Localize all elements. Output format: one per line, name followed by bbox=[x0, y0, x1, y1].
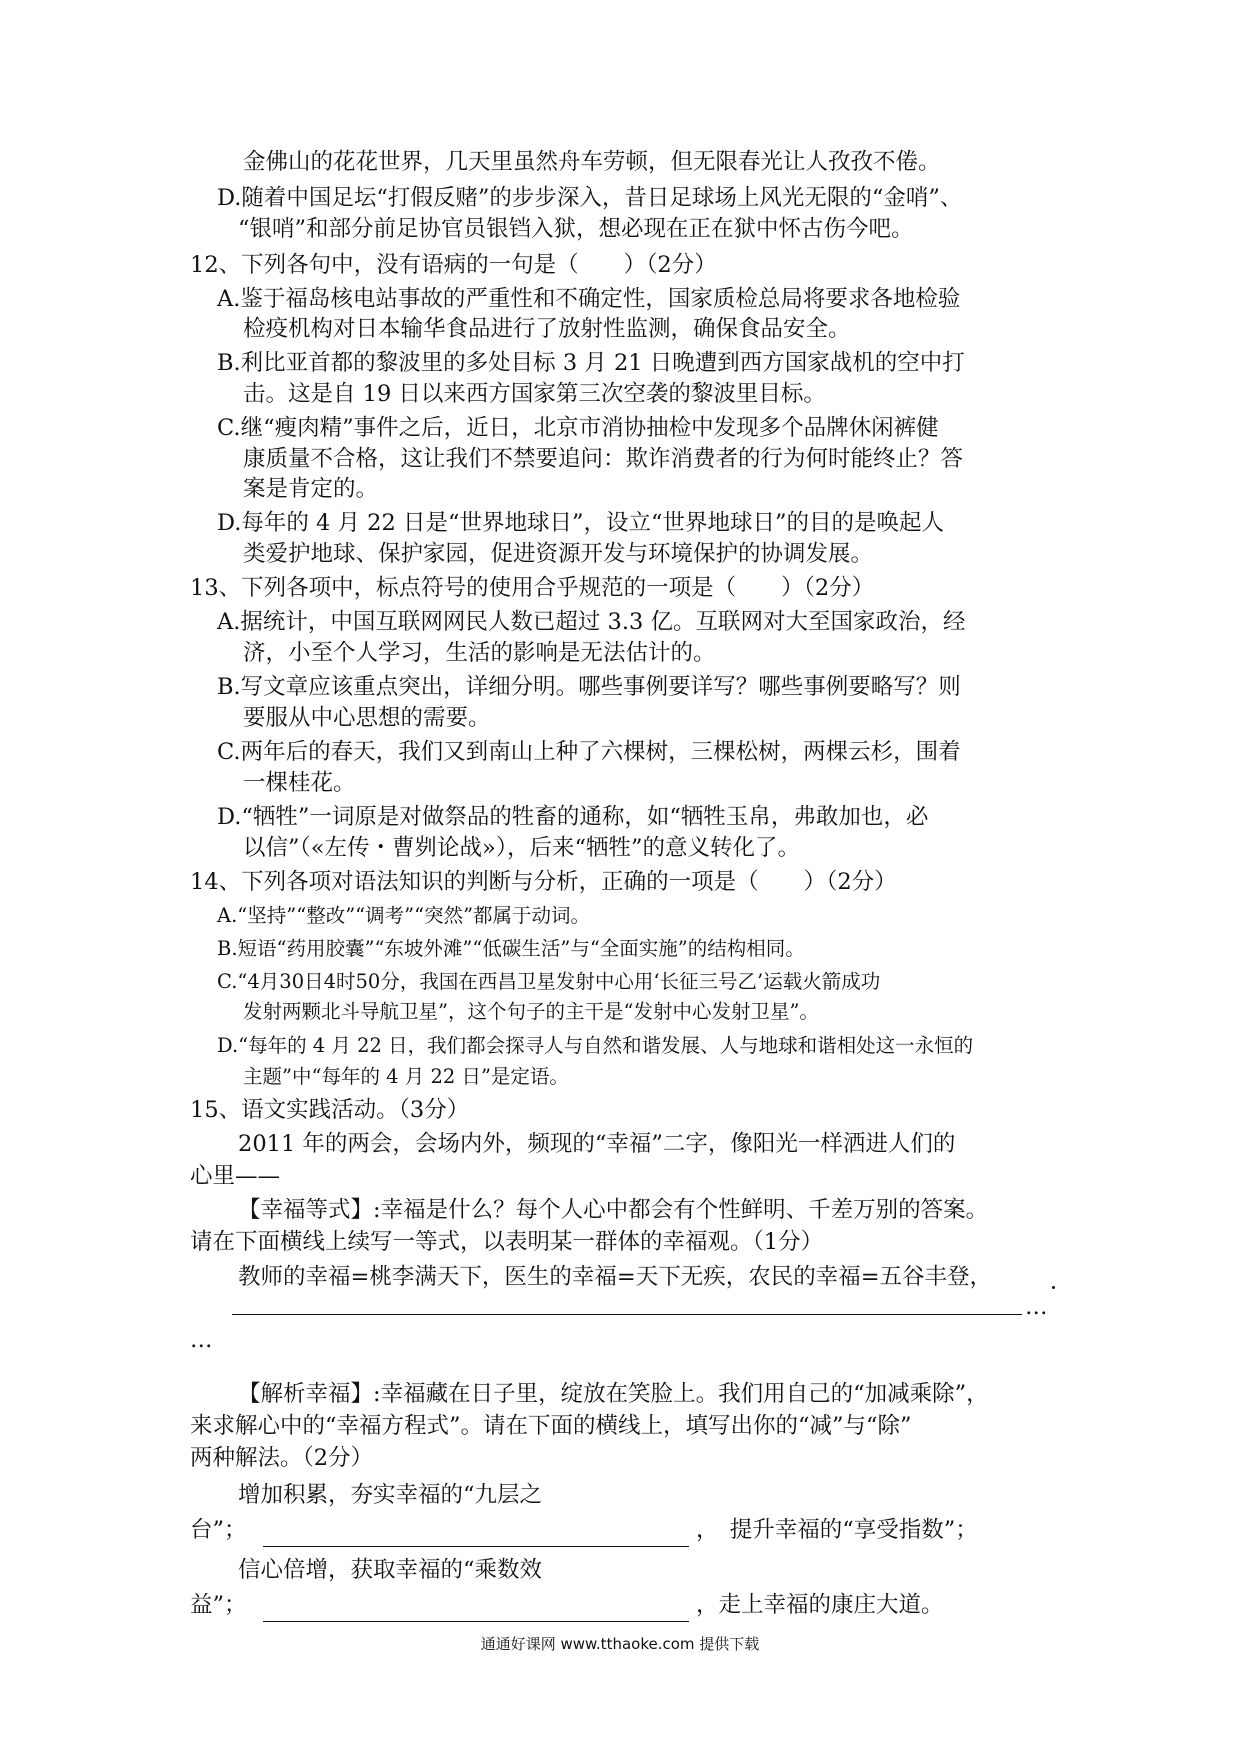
option-d: D.随着中国足坛“打假反赌”的步步深入，昔日足球场上风光无限的“金哨”、 bbox=[217, 185, 963, 211]
text-line: 台”； bbox=[190, 1517, 247, 1543]
option-d: D.“每年的 4 月 22 日，我们都会探寻人与自然和谐发展、人与地球和谐相处这一永恒的 bbox=[217, 1034, 974, 1057]
text-line: 以信”（«左传・曹刿论战»），后来“牺牲”的意义转化了。 bbox=[243, 835, 801, 861]
text-line: 济，小至个人学习，生活的影响是无法估计的。 bbox=[243, 640, 716, 666]
option-b: B.利比亚首都的黎波里的多处目标 3 月 21 日晚遭到西方国家战机的空中打 bbox=[217, 350, 965, 376]
page-footer: 通通好课网 www.tthaoke.com 提供下载 bbox=[480, 1635, 760, 1653]
text-line: ， 提升幸福的“享受指数”； bbox=[696, 1517, 978, 1543]
option-a: A.鉴于福岛核电站事故的严重性和不确定性，国家质检总局将要求各地检验 bbox=[217, 286, 961, 312]
text-line: 检疫机构对日本输华食品进行了放射性监测，确保食品安全。 bbox=[243, 316, 851, 342]
text-line: 主题”中“每年的 4 月 22 日”是定语。 bbox=[243, 1065, 569, 1088]
question-12: 12、下列各句中，没有语病的一句是（ ）（2分） bbox=[190, 252, 717, 278]
option-c: C.继“瘦肉精”事件之后，近日，北京市消协抽检中发现多个品牌休闲裤健 bbox=[217, 415, 939, 441]
text-line: 案是肯定的。 bbox=[243, 476, 379, 502]
section-analyze-happiness: 【解析幸福】:幸福藏在日子里，绽放在笑脸上。我们用自己的“加减乘除”， bbox=[238, 1381, 989, 1407]
text-line: 发射两颗北斗导航卫星”，这个句子的主干是“发射中心发射卫星”。 bbox=[243, 1000, 819, 1023]
question-15: 15、语文实践活动。（3分） bbox=[190, 1097, 470, 1123]
text-line: 康质量不合格，这让我们不禁要追问：欺诈消费者的行为何时能终止？答 bbox=[243, 446, 964, 472]
answer-blank-divide[interactable] bbox=[263, 1621, 689, 1622]
text-line: ，走上幸福的康庄大道。 bbox=[696, 1592, 944, 1618]
text-line: 益”； bbox=[190, 1592, 247, 1618]
answer-blank-equation[interactable] bbox=[232, 1314, 1022, 1315]
emphasis-dot bbox=[1052, 1286, 1055, 1289]
text-line: 2011 年的两会，会场内外，频现的“幸福”二字，像阳光一样洒进人们的 bbox=[238, 1131, 956, 1157]
text-line: 要服从中心思想的需要。 bbox=[243, 705, 491, 731]
option-c: C.两年后的春天，我们又到南山上种了六棵树，三棵松树，两棵云杉，围着 bbox=[217, 739, 961, 765]
section-happiness-equation: 【幸福等式】:幸福是什么？每个人心中都会有个性鲜明、千差万别的答案。 bbox=[238, 1197, 989, 1223]
text-line: 金佛山的花花世界，几天里虽然舟车劳顿，但无限春光让人孜孜不倦。 bbox=[243, 149, 941, 175]
text-line: 两种解法。（2分） bbox=[190, 1445, 374, 1471]
option-a: A.“坚持”“整改”“调考”“突然”都属于动词。 bbox=[217, 904, 591, 927]
ellipsis: … bbox=[1025, 1294, 1048, 1320]
option-d: D.“牺牲”一词原是对做祭品的牲畜的通称，如“牺牲玉帛，弗敢加也，必 bbox=[217, 804, 929, 830]
text-line: 教师的幸福=桃李满天下，医生的幸福=天下无疾，农民的幸福=五谷丰登， bbox=[238, 1264, 993, 1290]
text-line: 类爱护地球、保护家园，促进资源开发与环境保护的协调发展。 bbox=[243, 541, 874, 567]
text-line: 一棵桂花。 bbox=[243, 770, 356, 796]
answer-blank-subtract[interactable] bbox=[263, 1546, 689, 1547]
question-14: 14、下列各项对语法知识的判断与分析，正确的一项是（ ）（2分） bbox=[190, 869, 897, 895]
text-line: 增加积累，夯实幸福的“九层之 bbox=[238, 1482, 543, 1508]
text-line: 请在下面横线上续写一等式，以表明某一群体的幸福观。（1分） bbox=[190, 1229, 824, 1255]
option-d: D.每年的 4 月 22 日是“世界地球日”，设立“世界地球日”的目的是唤起人 bbox=[217, 510, 944, 536]
question-13: 13、下列各项中，标点符号的使用合乎规范的一项是（ ）（2分） bbox=[190, 575, 875, 601]
ellipsis: … bbox=[190, 1327, 213, 1353]
option-b: B.写文章应该重点突出，详细分明。哪些事例要详写？哪些事例要略写？则 bbox=[217, 674, 961, 700]
option-b: B.短语“药用胶囊”“东坡外滩”“低碳生活”与“全面实施”的结构相同。 bbox=[217, 937, 805, 960]
text-line: 信心倍增，获取幸福的“乘数效 bbox=[238, 1557, 543, 1583]
text-line: 击。这是自 19 日以来西方国家第三次空袭的黎波里目标。 bbox=[243, 381, 826, 407]
text-line: “银哨”和部分前足协官员银铛入狱，想必现在正在狱中怀古伤今吧。 bbox=[238, 216, 914, 242]
option-c: C.“4月30日4时50分，我国在西昌卫星发射中心用‘长征三号乙’运载火箭成功 bbox=[217, 970, 881, 993]
option-a: A.据统计，中国互联网网民人数已超过 3.3 亿。互联网对大至国家政治，经 bbox=[217, 609, 966, 635]
text-line: 来求解心中的“幸福方程式”。请在下面的横线上，填写出你的“减”与“除” bbox=[190, 1413, 912, 1439]
text-line: 心里—— bbox=[190, 1163, 281, 1189]
